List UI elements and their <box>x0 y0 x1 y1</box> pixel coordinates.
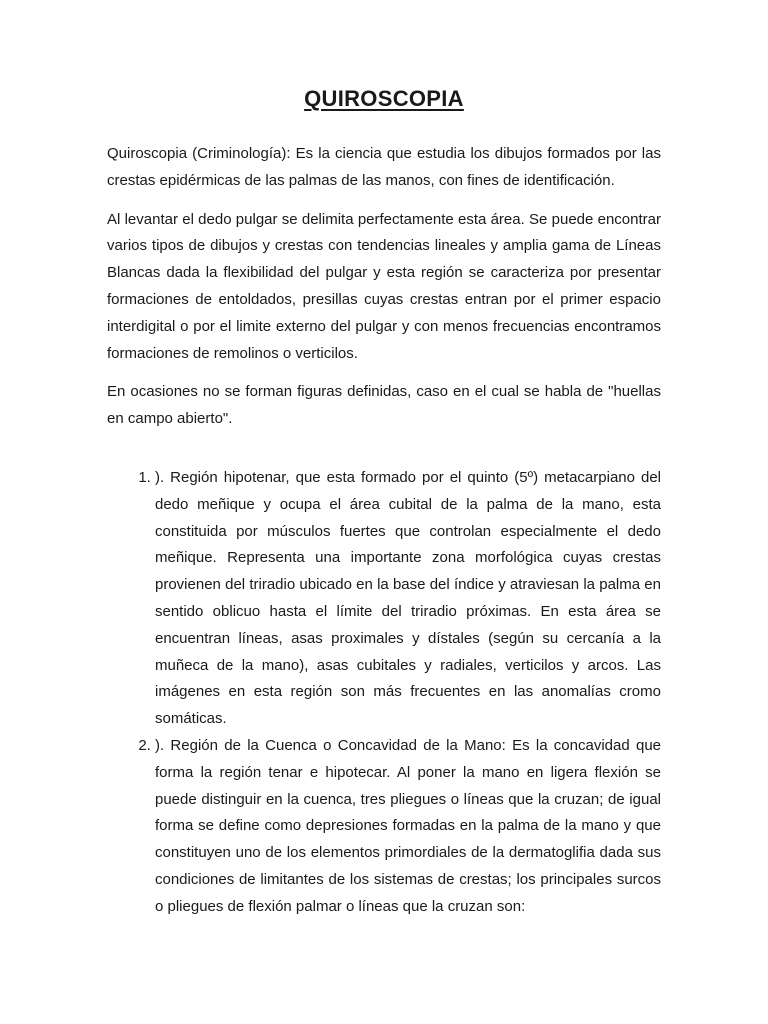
pulgar-paragraph: Al levantar el dedo pulgar se delimita perfectamente esta área. Se puede encontrar varios tipos de dibujos y crestas con tendencias lineales y amplia gama de Líneas Blancas dada la flexibilidad del pulgar y esta región se caracteriza por presentar formaciones de entoldados, presillas cuyas crestas entran por el primer espacio interdigital o por el limite externo del pulgar y con menos frecuencias encontramos formaciones de remolinos o verticilos. <box>107 210 661 362</box>
document-body <box>107 141 661 921</box>
intro-paragraph: Quiroscopia (Criminología): Es la ciencia que estudia los dibujos formados por las crestas epidérmicas de las palmas de las manos, con fines de identificación. <box>107 145 661 189</box>
list-item: 2. ). Región de la Cuenca o Concavidad de la Mano: Es la concavidad que forma la región tenar e hipotecar. Al poner la mano en ligera flexión se puede distinguir en la cuenca, tres pliegues o líneas que la cruzan; de igual forma se define como depresiones formadas en la palma de la mano y que constituyen uno de los elementos primordiales de la dermatoglifia dada sus condiciones de limitantes de los sistemas de crestas; los principales surcos o pliegues de flexión palmar o líneas que la cruzan son: <box>155 733 661 921</box>
document-title: QUIROSCOPIA <box>304 86 464 111</box>
regions-list <box>107 465 661 921</box>
campo-abierto-paragraph: En ocasiones no se forman figuras definidas, caso en el cual se habla de "huellas en campo abierto". <box>107 383 661 428</box>
list-item: 1. ). Región hipotenar, que esta formado por el quinto (5º) metacarpiano del dedo meñique y ocupa el área cubital de la palma de la mano, esta constituida por músculos fuertes que controlan especialmente el dedo meñique. Representa una importante zona morfológica cuyas crestas provienen del triradio ubicado en la base del índice y atraviesan la palma en sentido oblicuo hasta el límite del triradio próximas. En esta área se encuentran líneas, asas proximales y dístales (según su cercanía a la muñeca de la mano), asas cubitales y radiales, verticilos y arcos. Las imágenes en esta región son más frecuentes en las anomalías cromo somáticas. <box>155 465 661 733</box>
